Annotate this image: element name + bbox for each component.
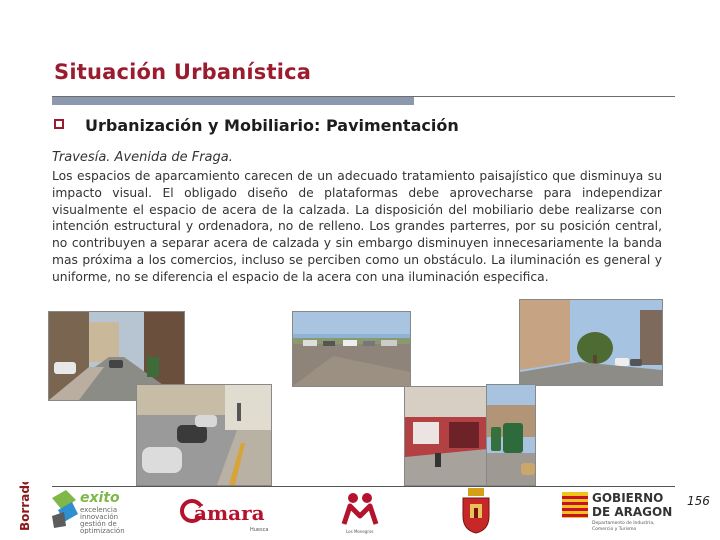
svg-text:excelencia: excelencia (80, 506, 118, 514)
svg-text:Comercio y Turismo: Comercio y Turismo (592, 527, 637, 532)
page-number: 156 (687, 494, 710, 508)
exito-logo (50, 488, 160, 534)
svg-text:ámara: ámara (194, 501, 265, 525)
svg-text:exito: exito (80, 490, 120, 506)
svg-text:GOBIERNO: GOBIERNO (592, 491, 664, 505)
svg-text:innovación: innovación (80, 513, 119, 521)
photo-caption: Travesía. Avenida de Fraga. (52, 150, 233, 165)
bullet-square-icon (54, 119, 64, 129)
slide-title: Situación Urbanística (54, 60, 312, 84)
title-accent-bar (52, 97, 414, 105)
footer-rule (52, 486, 675, 487)
coat-of-arms-icon (460, 488, 492, 534)
gobierno-aragon-logo (560, 488, 672, 534)
camara-logo (180, 494, 280, 534)
photo-shop-front (404, 386, 488, 486)
svg-text:Los Monegros: Los Monegros (346, 529, 374, 534)
borrador-stamp (14, 482, 34, 532)
photo-street-bins (486, 384, 536, 486)
photo-sidewalk-parked-cars (136, 384, 272, 486)
mancomunidad-logo (340, 490, 380, 536)
svg-text:optimización: optimización (80, 527, 125, 534)
body-paragraph: Los espacios de aparcamiento carecen de un adecuado tratamiento paisajístico que disminuya su impacto visual. El obligado diseño de plataformas debe aprovecharse para independizar visualmente el espacio de acera de la calzada. La disposición del mobiliario debe realizarse con intención estructural y ordenadora, no de relleno. Los grandes parterres, por su posición central, no contribuyen a separar acera de calzada y sin embargo disminuyen innecesariamente la banda mas próxima a los comercios, incluso se perciben como un obstáculo. La iluminación es general y uniforme, no se diferencia el espacio de la acera con una iluminación especifica. (52, 169, 662, 284)
section-subtitle: Urbanización y Mobiliario: Pavimentación (85, 116, 459, 135)
svg-text:Borrador: Borrador (18, 482, 32, 531)
svg-text:gestión de: gestión de (80, 520, 117, 528)
svg-text:DE ARAGON: DE ARAGON (592, 505, 672, 519)
svg-text:Departamento de Industria,: Departamento de Industria, (592, 521, 655, 526)
photo-plaza-tree (519, 299, 663, 386)
photo-parking-lot (292, 311, 411, 387)
svg-text:Huesca: Huesca (250, 527, 269, 533)
